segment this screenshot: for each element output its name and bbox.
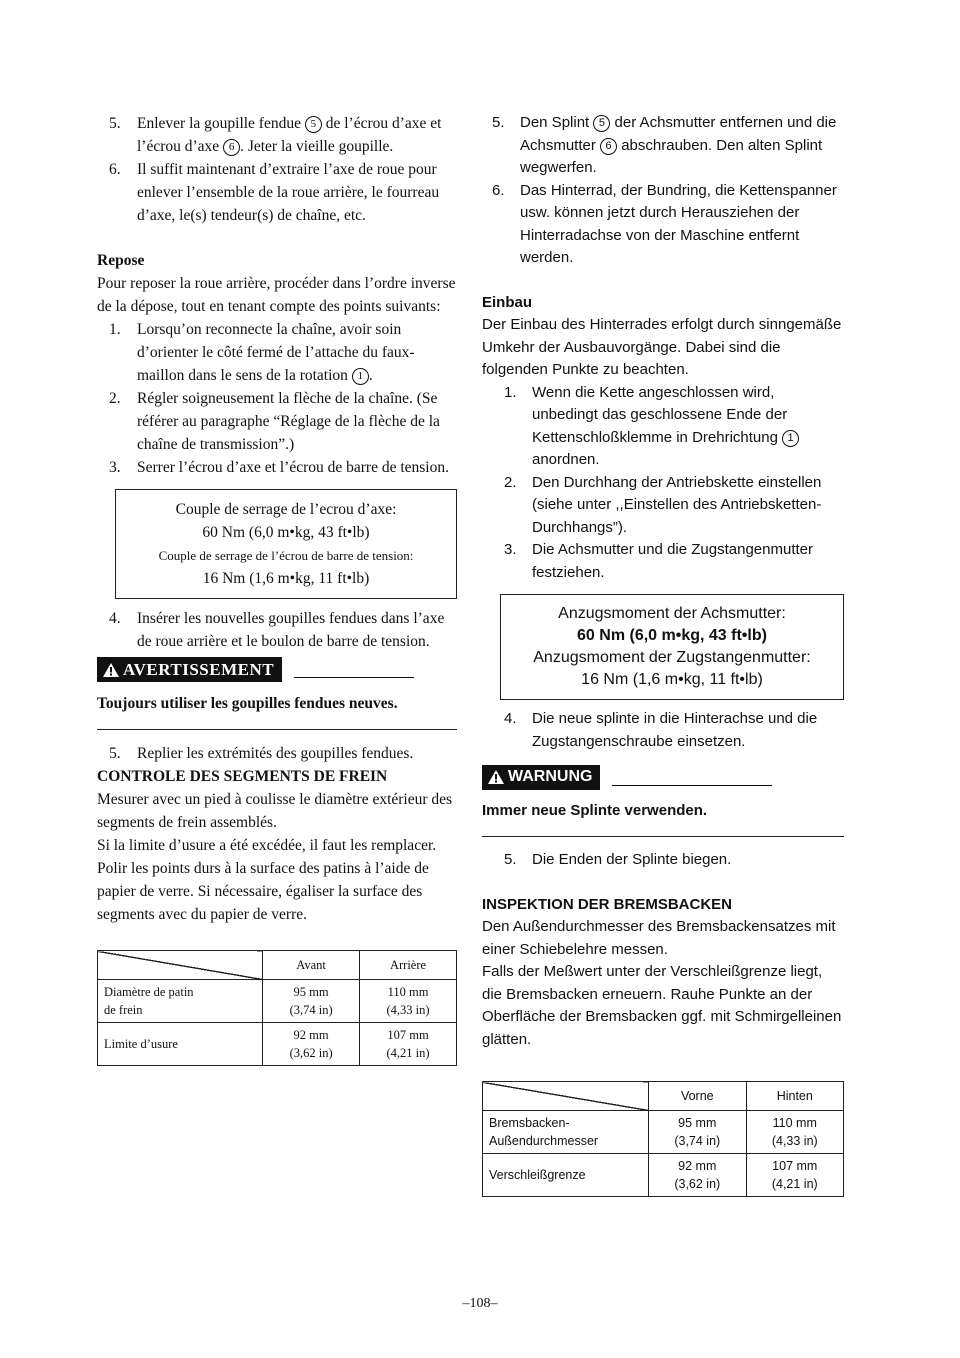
callout-1-icon: 1	[352, 368, 369, 385]
de-torque-box	[500, 594, 844, 700]
table-cell: 110 mm (4,33 in)	[746, 1111, 843, 1154]
step-number: 6.	[109, 161, 121, 178]
de-einbau-step-5	[482, 849, 844, 872]
table-cell: 107 mm (4,21 in)	[746, 1154, 843, 1197]
table-row-label: Diamètre de patin de frein	[98, 980, 263, 1023]
de-einbau-intro: Der Einbau des Hinterrades erfolgt durch sinngemäße Umkehr der Ausbauvorgänge. Dabei sind die folgenden Punkte zu beachten.	[482, 316, 842, 378]
de-einbau-step-3	[482, 539, 844, 584]
warning-triangle-icon	[488, 770, 504, 784]
de-step-5	[482, 112, 844, 180]
torque-value: 16 Nm (1,6 m•kg, 11 ft•lb)	[581, 671, 763, 688]
step-text: Die Achsmutter und die Zugstangenmutter festziehen.	[532, 541, 813, 581]
fr-repose-step-3	[97, 456, 457, 479]
step-number: 5.	[492, 114, 505, 131]
fr-control-paragraph: Si la limite d’usure a été excédée, il faut les remplacer. Polir les points durs à la surface des patins à l’aide de papier de verre. Si nécessaire, égaliser la surface des segments avec du papier de verre.	[97, 837, 437, 923]
torque-value: 60 Nm (6,0 m•kg, 43 ft•lb)	[577, 627, 767, 644]
fr-repose-step-4	[97, 607, 457, 653]
de-inspection-paragraph: Falls der Meßwert unter der Verschleißgrenze liegt, die Bremsbacken erneuern. Rauhe Punkte an der Oberfläche der Bremsbacken ggf. mit Schmirgelleinen glätten.	[482, 963, 842, 1048]
callout-6-icon: 6	[600, 138, 617, 155]
warning-rule	[294, 677, 414, 678]
warning-rule	[612, 785, 772, 786]
step-text: Lorsqu’on reconnecte la chaîne, avoir soin d’orienter le côté fermé de l’attache du faux-maillon dans le sens de la rotation 1 .	[137, 321, 415, 384]
step-number: 5.	[109, 115, 121, 132]
table-cell: 110 mm (4,33 in)	[360, 980, 457, 1023]
callout-5-icon: 5	[593, 115, 610, 132]
de-einbau-heading: Einbau	[482, 293, 533, 311]
divider	[97, 729, 457, 730]
table-cell: 92 mm (3,62 in)	[263, 1023, 360, 1066]
fr-warning-header	[97, 657, 457, 682]
german-column	[482, 112, 844, 1197]
step-number: 1.	[504, 383, 517, 401]
callout-5-icon: 5	[305, 116, 322, 133]
step-number: 2.	[504, 473, 517, 491]
step-text: Replier les extrémités des goupilles fendues.	[137, 745, 414, 762]
fr-repose-step-5	[97, 742, 457, 765]
callout-6-icon: 6	[223, 139, 240, 156]
fr-control-paragraph: Mesurer avec un pied à coulisse le diamètre extérieur des segments de frein assemblés.	[97, 791, 453, 831]
table-header: Arrière	[360, 951, 457, 980]
fr-spec-table	[97, 950, 457, 1066]
de-einbau-step-2	[482, 472, 844, 540]
table-row-label: Verschleißgrenze	[483, 1154, 649, 1197]
warning-badge: WARNUNG	[482, 765, 600, 790]
table-header: Vorne	[649, 1082, 746, 1111]
fr-step-5	[97, 112, 457, 158]
warning-triangle-icon	[103, 663, 119, 677]
torque-label: Anzugsmoment der Zugstangenmutter:	[533, 649, 811, 666]
torque-label: Anzugsmoment der Achsmutter:	[558, 605, 786, 622]
table-corner	[483, 1082, 649, 1111]
page-number: –108–	[462, 1296, 498, 1311]
step-text: Insérer les nouvelles goupilles fendues dans l’axe de roue arrière et le boulon de barre de tension.	[137, 610, 445, 650]
fr-torque-box	[115, 489, 457, 599]
divider	[482, 836, 844, 837]
step-number: 6.	[492, 181, 505, 199]
step-text: Die neue splinte in die Hinterachse und die Zugstangenschraube einsetzen.	[532, 710, 818, 750]
table-row-label: Limite d’usure	[98, 1023, 263, 1066]
step-number: 3.	[504, 541, 517, 558]
french-column	[97, 112, 457, 1066]
torque-value: 16 Nm (1,6 m•kg, 11 ft•lb)	[202, 570, 370, 587]
step-text: Das Hinterrad, der Bundring, die Kettenspanner usw. können jetzt durch Herausziehen der Hinterradachse von der Maschine entfernt werden.	[520, 181, 837, 266]
de-inspection-heading: INSPEKTION DER BREMSBACKEN	[482, 895, 733, 913]
step-text: Il suffit maintenant d’extraire l’axe de roue pour enlever l’ensemble de la roue arrière, le fourreau d’axe, le(s) tendeur(s) de chaîne, etc.	[137, 161, 440, 224]
table-cell: 107 mm (4,21 in)	[360, 1023, 457, 1066]
de-inspection-paragraph: Den Außendurchmesser des Bremsbackensatzes mit einer Schiebelehre messen.	[482, 918, 836, 958]
torque-value: 60 Nm (6,0 m•kg, 43 ft•lb)	[202, 524, 370, 541]
callout-1-icon: 1	[782, 430, 799, 447]
table-cell: 95 mm (3,74 in)	[649, 1111, 746, 1154]
warning-badge: AVERTISSEMENT	[97, 657, 282, 682]
table-row-label: Bremsbacken- Außendurchmesser	[483, 1111, 649, 1154]
de-warning-header	[482, 765, 844, 790]
de-warning-text: Immer neue Splinte verwenden.	[482, 801, 708, 819]
fr-control-heading: CONTROLE DES SEGMENTS DE FREIN	[97, 768, 388, 785]
torque-label: Couple de serrage de l’ecrou d’axe:	[175, 501, 397, 518]
de-einbau-step-1	[482, 382, 844, 472]
step-number: 4.	[109, 610, 121, 627]
table-header: Avant	[263, 951, 360, 980]
fr-repose-step-1	[97, 318, 457, 387]
fr-warning-text: Toujours utiliser les goupilles fendues neuves.	[97, 695, 398, 712]
step-text: Enlever la goupille fendue 5 de l’écrou d’axe et l’écrou d’axe 6 . Jeter la vieille goupille.	[137, 115, 442, 155]
step-text: Wenn die Kette angeschlossen wird, unbedingt das geschlossene Ende der Kettenschloßklemme in Drehrichtung 1 anordnen.	[532, 382, 844, 472]
fr-step-6	[97, 158, 457, 227]
de-step-6	[482, 180, 844, 270]
de-einbau-step-4	[482, 708, 844, 753]
table-header: Hinten	[746, 1082, 843, 1111]
torque-label: Couple de serrage de l’écrou de barre de tension:	[158, 548, 414, 563]
table-cell: 95 mm (3,74 in)	[263, 980, 360, 1023]
step-number: 5.	[109, 745, 121, 762]
step-number: 2.	[109, 390, 121, 407]
step-text: Régler soigneusement la flèche de la chaîne. (Se référer au paragraphe “Réglage de la flèche de la chaîne de transmission”.)	[137, 390, 440, 453]
step-text: Serrer l’écrou d’axe et l’écrou de barre de tension.	[137, 459, 449, 476]
step-number: 1.	[109, 321, 121, 338]
table-cell: 92 mm (3,62 in)	[649, 1154, 746, 1197]
step-number: 5.	[504, 851, 517, 868]
fr-repose-intro: Pour reposer la roue arrière, procéder dans l’ordre inverse de la dépose, tout en tenant compte des points suivants:	[97, 275, 456, 315]
fr-repose-heading: Repose	[97, 252, 145, 269]
step-text: Den Durchhang der Antriebskette einstellen (siehe unter ,,Einstellen des Antriebsketten-Durchhangs”).	[532, 473, 822, 536]
de-spec-table	[482, 1081, 844, 1197]
step-number: 4.	[504, 710, 517, 727]
table-corner	[98, 951, 263, 980]
step-number: 3.	[109, 459, 121, 476]
fr-repose-step-2	[97, 387, 457, 456]
step-text: Die Enden der Splinte biegen.	[532, 851, 732, 868]
step-text: Den Splint 5 der Achsmutter entfernen und die Achsmutter 6 abschrauben. Den alten Splint wegwerfen.	[520, 114, 837, 176]
